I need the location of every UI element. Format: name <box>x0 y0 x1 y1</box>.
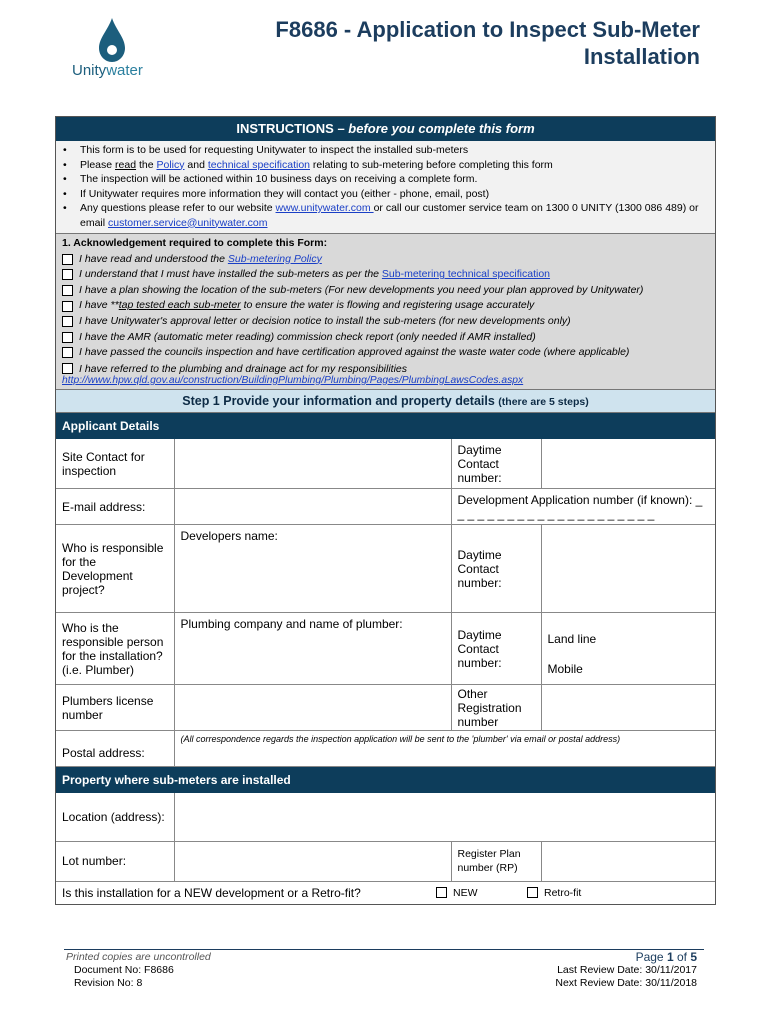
footer-divider <box>64 949 704 950</box>
location-label: Location (address): <box>56 793 174 841</box>
register-plan-field[interactable] <box>541 841 715 881</box>
plumbing-company-field[interactable]: Plumbing company and name of plumber: <box>174 613 451 685</box>
development-type-row <box>56 882 715 904</box>
instructions-header: INSTRUCTIONS – before you complete this form <box>56 117 715 141</box>
sub-metering-spec-link[interactable]: Sub-metering technical specification <box>381 268 551 281</box>
plumbers-license-field[interactable] <box>174 685 451 731</box>
website-link[interactable]: www.unitywater.com <box>275 202 374 214</box>
technical-specification-link[interactable]: technical specification <box>207 158 310 171</box>
last-review-date: Last Review Date: 30/11/2017 <box>557 964 697 976</box>
location-field[interactable] <box>174 793 715 841</box>
daytime-contact-label: Daytime Contact number: <box>451 439 541 489</box>
document-number: Document No: F8686 <box>74 964 174 976</box>
acknowledgement-section <box>56 234 715 390</box>
email-field[interactable] <box>174 489 451 525</box>
register-plan-label: Register Plan number (RP) <box>451 841 541 881</box>
applicant-details-table <box>56 439 715 768</box>
instructions-list <box>56 141 715 234</box>
who-development-label: Who is responsible for the Development project? <box>56 525 174 613</box>
other-registration-field[interactable] <box>541 685 715 731</box>
ack-item: I have a plan showing the location of the sub-meters (For new developments you need your plan approved by Unitywater) <box>62 283 709 299</box>
ack-item: I have Unitywater's approval letter or decision notice to install the sub-meters (for new developments only) <box>62 314 709 330</box>
step-1-heading: Step 1 Provide your information and property details (there are 5 steps) <box>56 390 715 413</box>
developers-name-field[interactable]: Developers name: <box>174 525 451 613</box>
applicant-details-header: Applicant Details <box>56 413 715 439</box>
daytime-contact-field[interactable] <box>541 439 715 489</box>
page-number: Page 1 of 5 <box>635 950 697 964</box>
retro-fit-checkbox[interactable] <box>527 887 538 898</box>
ack-checkbox[interactable] <box>62 363 73 374</box>
ack-item: I have read and understood the Sub-metering Policy <box>62 252 709 268</box>
daytime-contact-label: Daytime Contact number: <box>451 525 541 613</box>
ack-item: I have referred to the plumbing and drainage act for my responsibilities <box>62 363 709 375</box>
who-installation-label: Who is the responsible person for the installation? (i.e. Plumber) <box>56 613 174 685</box>
acknowledgement-heading: 1. Acknowledgement required to complete this Form: <box>62 237 328 249</box>
mobile-field[interactable]: Mobile <box>547 661 583 676</box>
plumbing-laws-link[interactable]: http://www.hpw.qld.gov.au/construction/BuildingPlumbing/Plumbing/Pages/PlumbingLawsCodes.aspx <box>62 374 524 386</box>
new-checkbox[interactable] <box>436 887 447 898</box>
lot-number-field[interactable] <box>174 841 451 881</box>
development-application-field[interactable]: Development Application number (if known): _ _ _ _ _ _ _ _ _ _ _ _ _ _ _ _ _ _ _ _ _ <box>451 489 715 525</box>
property-table <box>56 793 715 882</box>
land-line-field[interactable]: Land line <box>547 631 597 646</box>
retro-fit-label: Retro-fit <box>544 886 582 899</box>
ack-item: I have **tap tested each sub-meter to ensure the water is flowing and registering usage accurately <box>62 298 709 314</box>
development-type-question: Is this installation for a NEW development or a Retro-fit? <box>62 885 361 900</box>
ack-item: I have the AMR (automatic meter reading) commission check report (only needed if AMR installed) <box>62 330 709 346</box>
application-form <box>55 116 716 905</box>
ack-item: I understand that I must have installed the sub-meters as per the Sub-metering technical specification <box>62 267 709 283</box>
instruction-item: • Please read the Policy and technical specification relating to sub-metering before completing this form <box>80 158 709 173</box>
daytime-contact-label: Daytime Contact number: <box>451 613 541 685</box>
logo-wordmark: Unitywater <box>72 62 143 79</box>
ack-checkbox[interactable] <box>62 332 73 343</box>
lot-number-label: Lot number: <box>56 841 174 881</box>
plumbers-license-label: Plumbers license number <box>56 685 174 731</box>
email-link[interactable]: customer.service@unitywater.com <box>108 216 268 229</box>
footer-right <box>555 951 697 990</box>
ack-checkbox[interactable] <box>62 301 73 312</box>
ack-checkbox[interactable] <box>62 316 73 327</box>
email-label: E-mail address: <box>56 489 174 525</box>
instruction-item: • If Unitywater requires more information they will contact you (either - phone, email, post) <box>80 187 709 202</box>
ack-checkbox[interactable] <box>62 347 73 358</box>
postal-address-label: Postal address: <box>56 731 174 767</box>
ack-item: I have passed the councils inspection and have certification approved against the waste water code (where applicable) <box>62 345 709 361</box>
instruction-item: • Any questions please refer to our website www.unitywater.com or call our customer service team on 1300 0 UNITY (1300 086 489) or email customer.service@unitywater.com <box>80 201 709 230</box>
site-contact-label: Site Contact for inspection <box>56 439 174 489</box>
revision-number: Revision No: 8 <box>74 977 143 989</box>
site-contact-field[interactable] <box>174 439 451 489</box>
new-label: NEW <box>453 886 478 899</box>
next-review-date: Next Review Date: 30/11/2018 <box>555 977 697 989</box>
other-registration-label: Other Registration number <box>451 685 541 731</box>
policy-link[interactable]: Policy <box>156 158 185 171</box>
sub-metering-policy-link[interactable]: Sub-metering Policy <box>227 252 322 265</box>
property-header: Property where sub-meters are installed <box>56 767 715 793</box>
plumber-phone-cell <box>541 613 715 685</box>
instruction-item: • This form is to be used for requesting Unitywater to inspect the installed sub-meters <box>80 143 709 158</box>
ack-checkbox[interactable] <box>62 285 73 296</box>
ack-checkbox[interactable] <box>62 254 73 265</box>
ack-checkbox[interactable] <box>62 269 73 280</box>
footer-left <box>66 951 211 990</box>
page-title: F8686 - Application to Inspect Sub-Meter Installation <box>275 17 700 69</box>
postal-address-field[interactable]: (All correspondence regards the inspection application will be sent to the 'plumber' via email or postal address) <box>174 731 715 767</box>
uncontrolled-note: Printed copies are uncontrolled <box>66 951 211 963</box>
developer-contact-field[interactable] <box>541 525 715 613</box>
instruction-item: • The inspection will be actioned within 10 business days on receiving a complete form. <box>80 172 709 187</box>
